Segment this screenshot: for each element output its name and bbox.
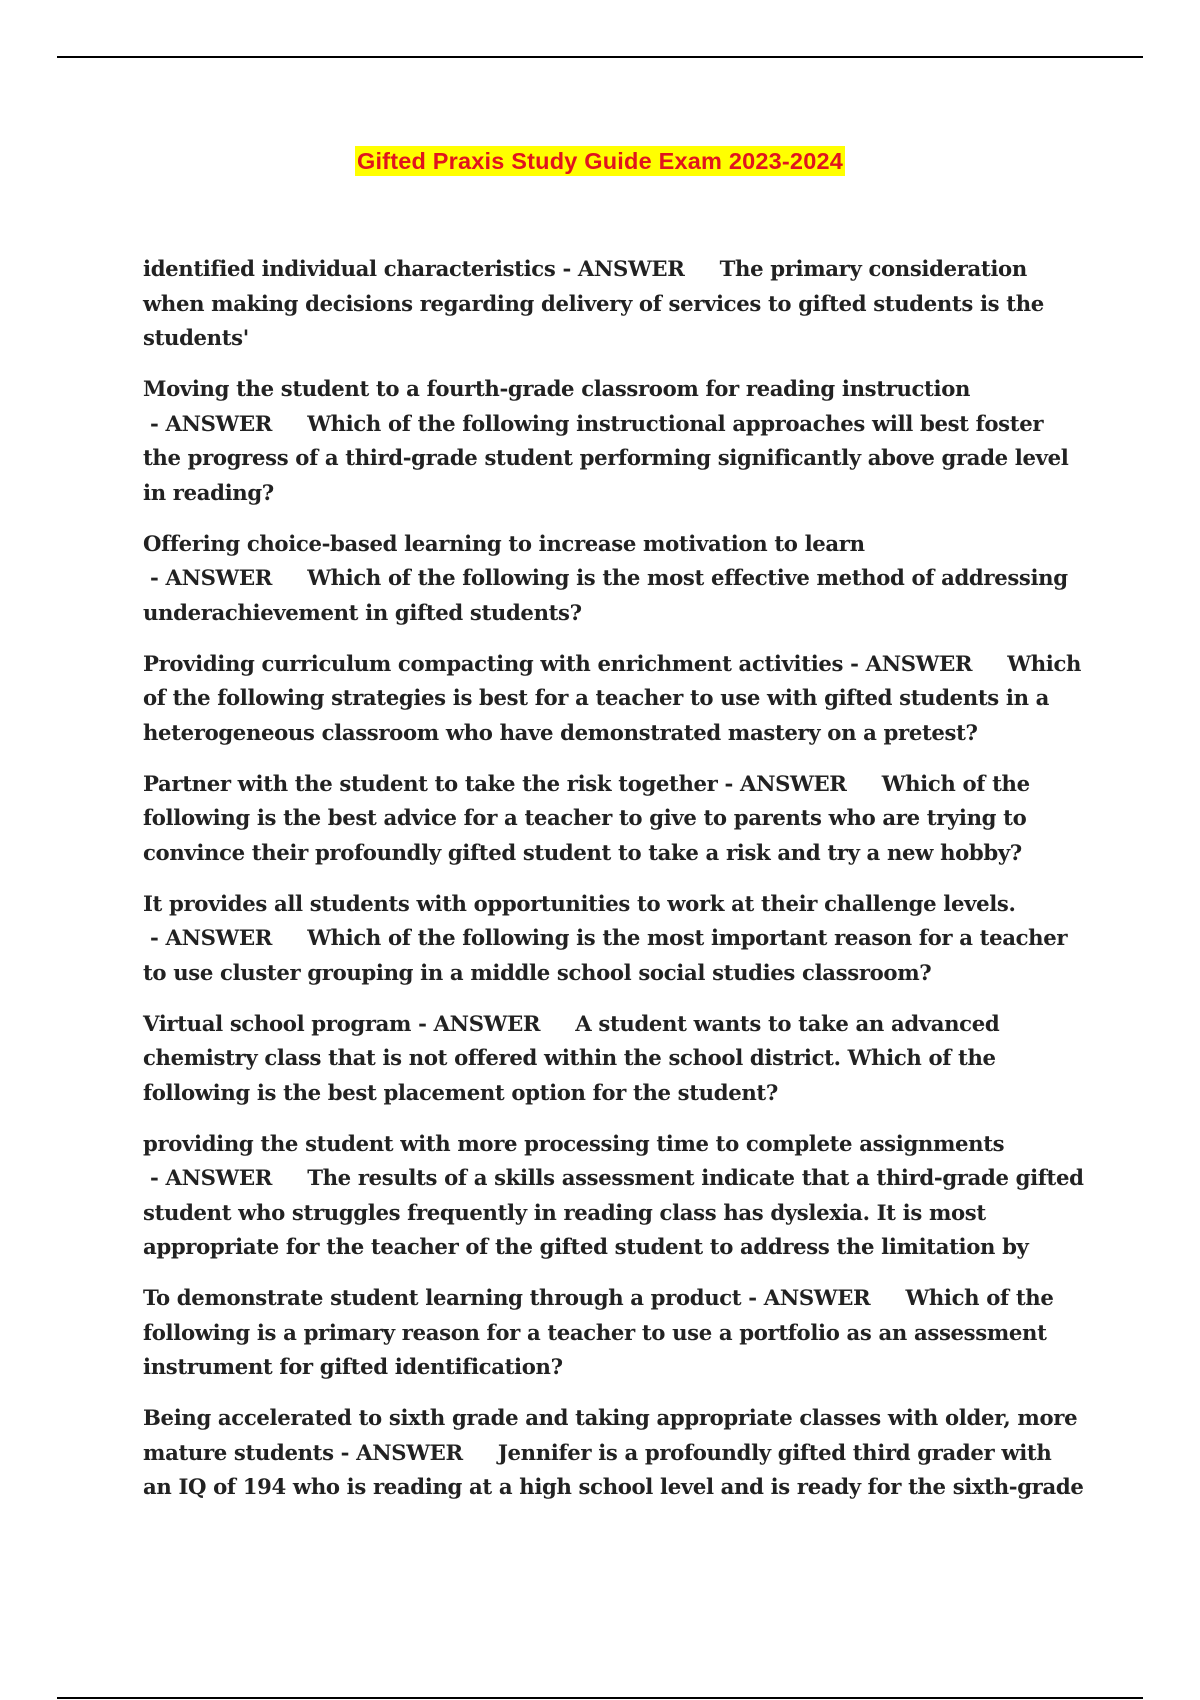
qa-answer: It provides all students with opportunities to work at their challenge levels. — [143, 890, 1016, 916]
qa-answer: Offering choice-based learning to increase motivation to learn — [143, 530, 865, 556]
qa-answer: providing the student with more processing time to complete assignments — [143, 1130, 1005, 1156]
title-container — [0, 146, 1200, 176]
qa-answer: Virtual school program — [143, 1010, 412, 1036]
answer-separator: - ANSWER — [555, 256, 720, 281]
footer-rule — [57, 1697, 1143, 1699]
header-rule — [57, 56, 1143, 58]
answer-separator: - ANSWER — [411, 1010, 576, 1036]
qa-item — [143, 252, 1085, 356]
answer-separator: - ANSWER — [717, 770, 882, 796]
qa-question: The primary consideration when making decisions regarding delivery of services to gifted students is the students' — [143, 256, 1044, 350]
qa-answer: Partner with the student to take the risk together — [143, 770, 718, 796]
qa-answer: Being accelerated to sixth grade and taking appropriate classes with older, more mature students — [143, 1405, 1078, 1465]
qa-question: Which of the following is the most important reason for a teacher to use cluster grouping in a middle school social studies classroom? — [143, 925, 1068, 985]
qa-item — [143, 527, 1085, 631]
qa-question: Which of the following strategies is best for a teacher to use with gifted students in a heterogeneous classroom who have demonstrated mastery on a pretest? — [143, 650, 1082, 745]
document-title: Gifted Praxis Study Guide Exam 2023-2024 — [356, 148, 844, 174]
qa-item — [143, 1127, 1085, 1265]
qa-item — [143, 1007, 1085, 1111]
answer-separator: - ANSWER — [843, 650, 1008, 676]
qa-answer: Providing curriculum compacting with enrichment activities — [143, 650, 844, 676]
answer-separator: - ANSWER — [333, 1439, 498, 1465]
qa-item — [143, 372, 1085, 510]
qa-answer: Moving the student to a fourth-grade classroom for reading instruction — [143, 376, 971, 401]
qa-question: Which of the following is the most effective method of addressing underachievement in gifted students? — [143, 565, 1068, 625]
qa-list — [143, 252, 1085, 1521]
qa-item — [143, 1281, 1085, 1385]
qa-item — [143, 887, 1085, 991]
qa-item — [143, 767, 1085, 871]
qa-answer: To demonstrate student learning through a product — [143, 1285, 742, 1310]
qa-question: Which of the following is the best advice for a teacher to give to parents who are trying to convince their profoundly gifted student to take a risk and try a new hobby? — [143, 770, 1030, 865]
qa-item — [143, 1401, 1085, 1505]
answer-separator: - ANSWER — [143, 1165, 308, 1190]
qa-question: Jennifer is a profoundly gifted third grader with an IQ of 194 who is reading at a high school level and is ready for the sixth-grade — [143, 1439, 1084, 1499]
answer-separator: - ANSWER — [741, 1285, 906, 1310]
qa-question: Which of the following instructional approaches will best foster the progress of a third-grade student performing significantly above grade level in reading? — [143, 410, 1069, 505]
answer-separator: - ANSWER — [143, 925, 308, 950]
answer-separator: - ANSWER — [143, 410, 308, 436]
qa-answer: identified individual characteristics — [143, 256, 556, 281]
qa-question: Which of the following is a primary reason for a teacher to use a portfolio as an assessment instrument for gifted identification? — [143, 1285, 1054, 1379]
qa-question: The results of a skills assessment indicate that a third-grade gifted student who struggles frequently in reading class has dyslexia. It is most appropriate for the teacher of the gifted student to address the limitation by — [143, 1165, 1084, 1259]
qa-item — [143, 647, 1085, 751]
qa-question: A student wants to take an advanced chemistry class that is not offered within the school district. Which of the following is the best placement option for the student? — [143, 1010, 1000, 1105]
answer-separator: - ANSWER — [143, 565, 308, 590]
